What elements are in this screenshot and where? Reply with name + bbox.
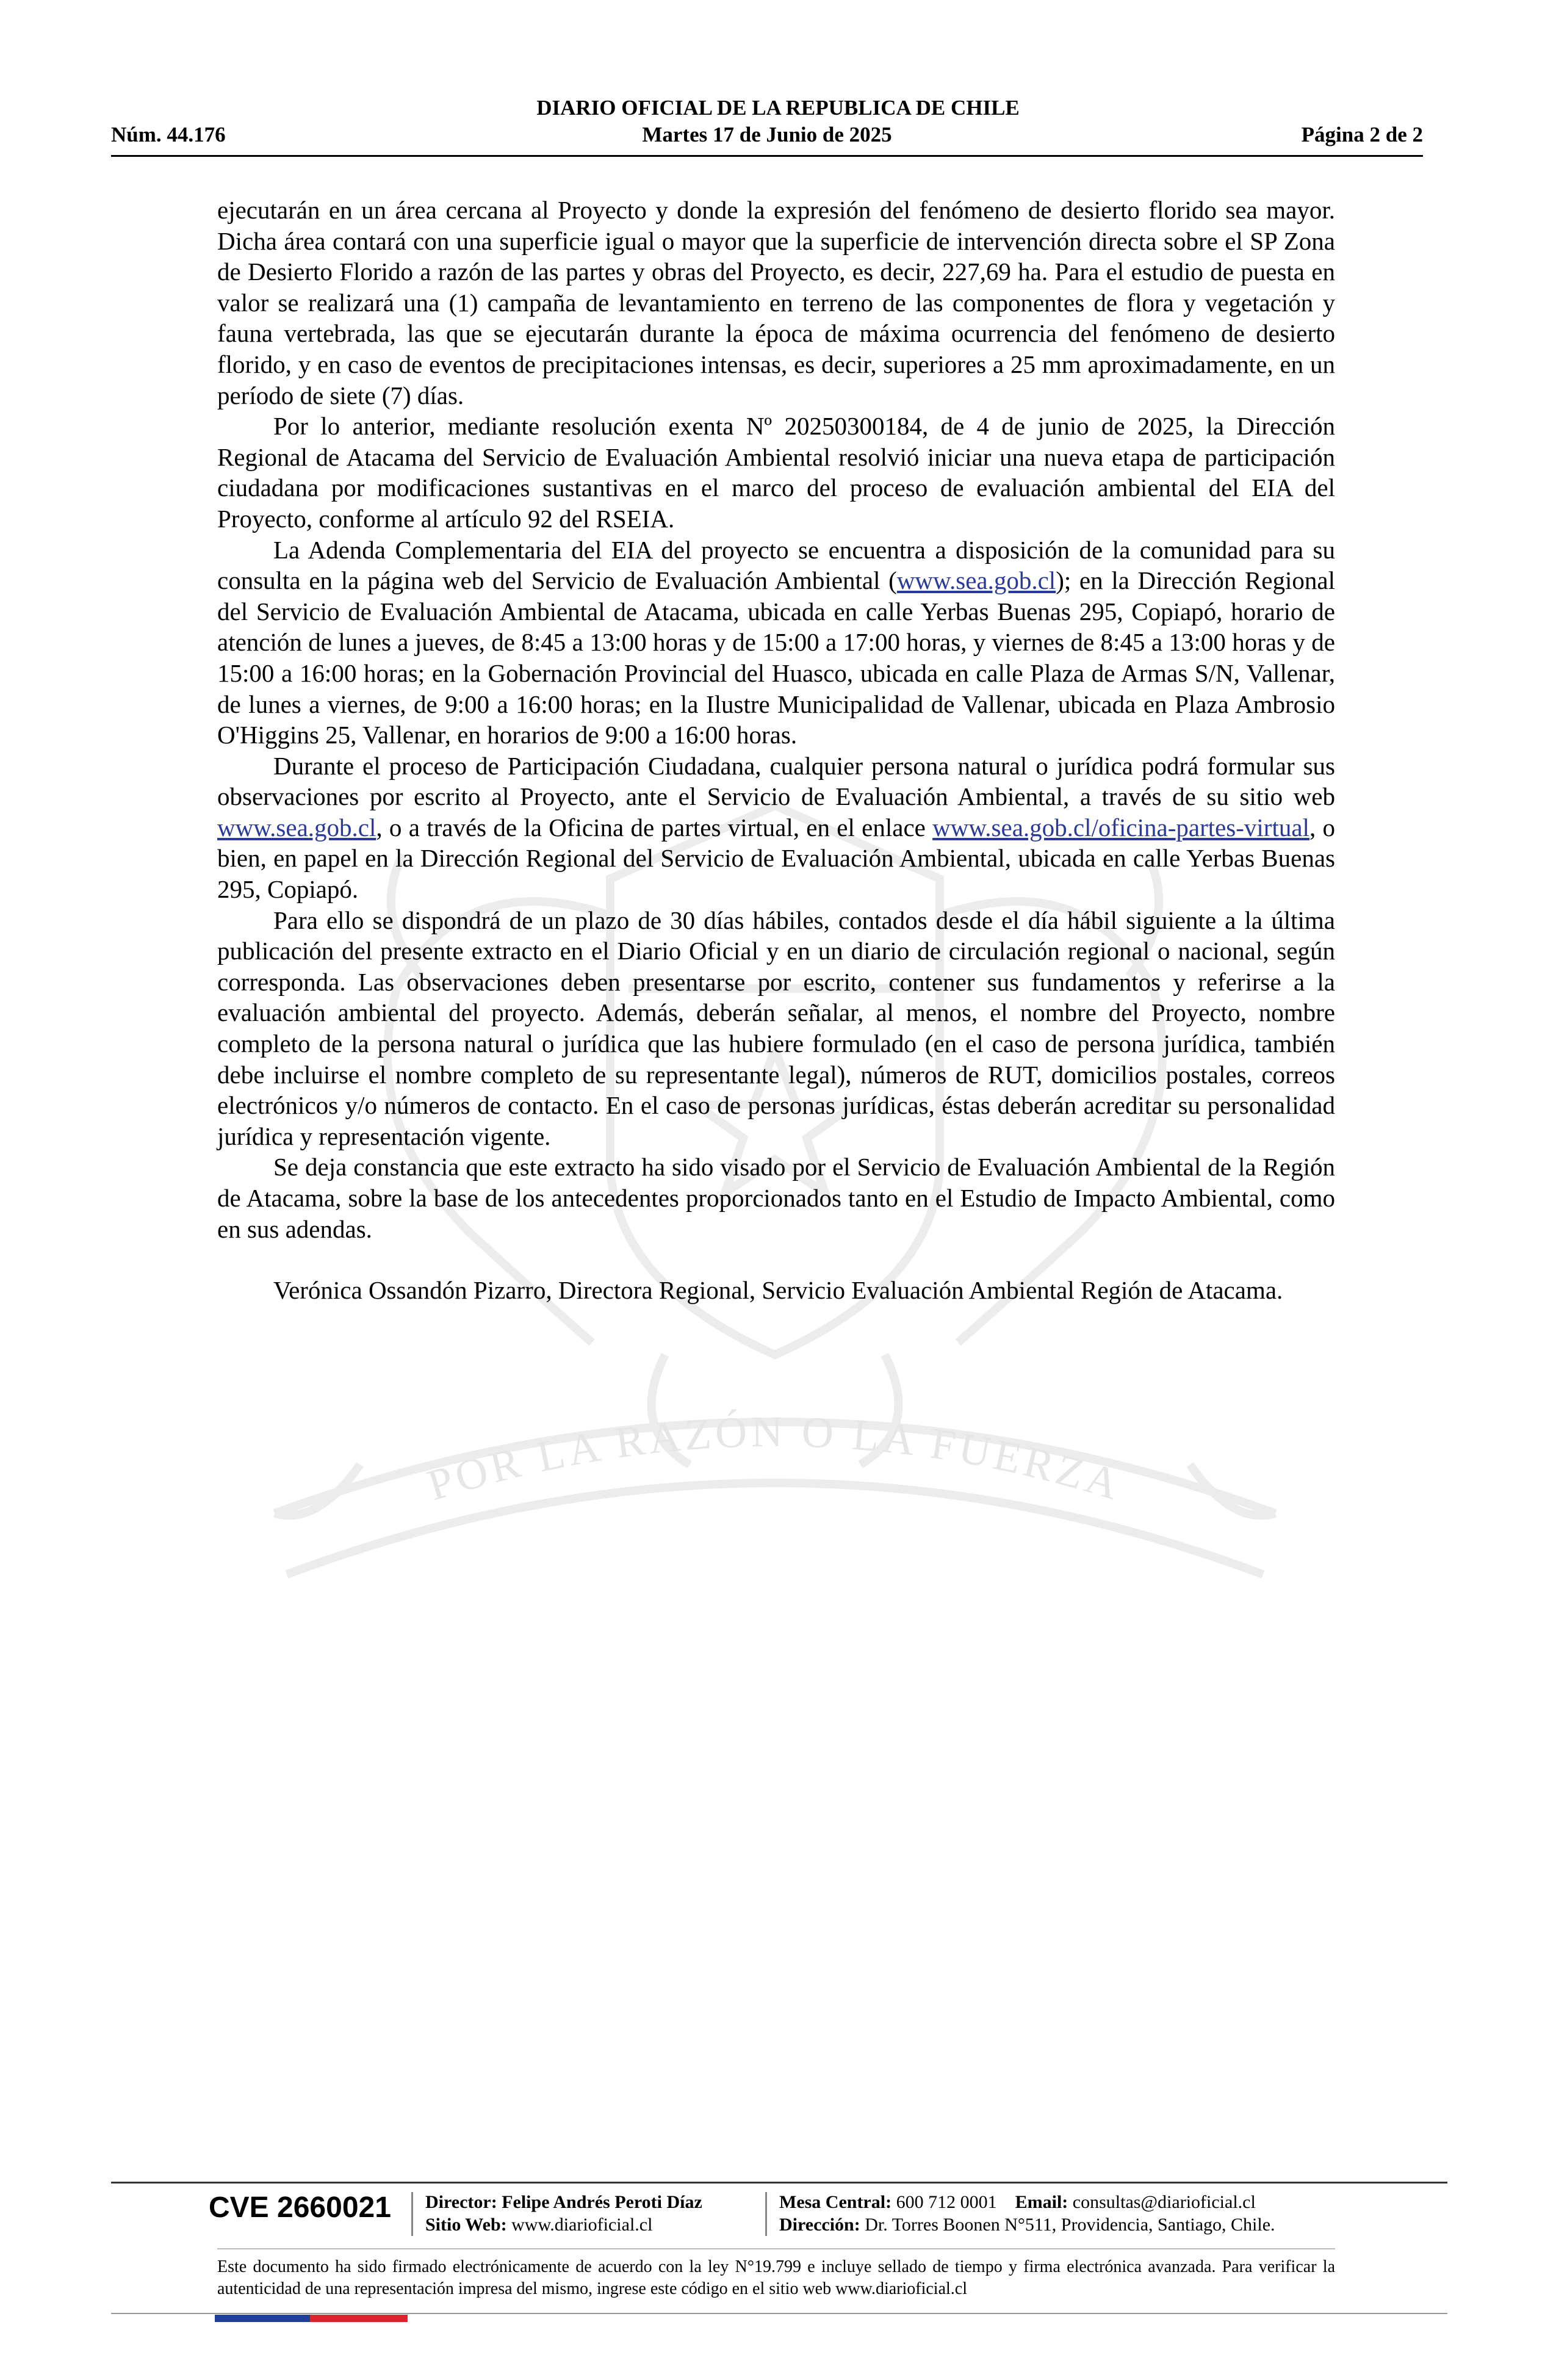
issue-number: Núm. 44.176 [111,123,226,146]
site-label: Sitio Web: [425,2215,507,2235]
footer-separator-1 [411,2192,413,2236]
phone-value: 600 712 0001 [896,2192,997,2212]
newspaper-title: DIARIO OFICIAL DE LA REPUBLICA DE CHILE [536,96,1020,120]
electronic-signature-notice: Este documento ha sido firmado electrónicamente de acuerdo con la ley N°19.799 e incluye sellado de tiempo y firma electrónica avanzada. Para verificar la autenticidad de una representación impresa del mismo, ingrese este código en el sitio web www.diarioficial.cl [217,2257,1335,2298]
footer-bottom-divider [111,2313,1447,2314]
flag-stripe-red [310,2315,408,2322]
watermark-motto: POR LA RAZÓN O LA FUERZA [422,1407,1128,1510]
footer-top-divider [111,2182,1447,2183]
signature-line: Verónica Ossandón Pizarro, Directora Regional, Servicio Evaluación Ambiental Región de Atacama. [273,1276,1283,1305]
paragraph-4-text-a: Durante el proceso de Participación Ciudadana, cualquier persona natural o jurídica podrá formular sus observaciones por escrito al Proyecto, ante el Servicio de Evaluación Ambiental, a través de su sitio web [217,751,1335,811]
footer-contact-block [779,2191,1275,2236]
header-divider [111,155,1423,157]
cve-code: CVE 2660021 [209,2191,391,2224]
flag-stripe-blue [215,2315,310,2322]
phone-label: Mesa Central: [779,2192,892,2212]
address-label: Dirección: [779,2215,860,2235]
email-value[interactable]: consultas@diarioficial.cl [1072,2192,1256,2212]
paragraph-4 [217,751,1335,905]
sea-website-link[interactable]: www.sea.gob.cl [896,566,1056,595]
director-name: Felipe Andrés Peroti Díaz [502,2192,702,2212]
footer-director-block [425,2191,702,2236]
paragraph-3 [217,535,1335,751]
paragraph-2: Por lo anterior, mediante resolución exenta Nº 20250300184, de 4 de junio de 2025, la Dirección Regional de Atacama del Servicio de Evaluación Ambiental resolvió iniciar una nueva etapa de participación ciudadana por modificaciones sustantivas en el marco del proceso de evaluación ambiental del EIA del Proyecto, conforme al artículo 92 del RSEIA. [217,412,1335,533]
director-label: Director: [425,2192,497,2212]
issue-date: Martes 17 de Junio de 2025 [642,123,892,146]
address-value: Dr. Torres Boonen N°511, Providencia, Santiago, Chile. [865,2215,1275,2235]
footer-separator-2 [765,2192,767,2236]
paragraph-5: Para ello se dispondrá de un plazo de 30 días hábiles, contados desde el día hábil siguiente a la última publicación del presente extracto en el Diario Oficial y en un diario de circulación regional o nacional, según corresponda. Las observaciones deben presentarse por escrito, contener sus fundamentos y referirse a la evaluación ambiental del proyecto. Además, deberán señalar, al menos, el nombre del Proyecto, nombre completo de la persona natural o jurídica que las hubiere formulado (en el caso de persona jurídica, también debe incluirse el nombre completo de su representante legal), números de RUT, domicilios postales, correos electrónicos y/o números de contacto. En el caso de personas jurídicas, éstas deberán acreditar su personalidad jurídica y representación vigente. [217,906,1335,1150]
paragraph-3-text-b: ); en la Dirección Regional del Servicio de Evaluación Ambiental de Atacama, ubicada en calle Yerbas Buenas 295, Copiapó, horario de atención de lunes a jueves, de 8:45 a 13:00 horas y de 15:00 a 17:00 horas, y viernes de 8:45 a 13:00 horas y de 15:00 a 16:00 horas; en la Gobernación Provincial del Huasco, ubicada en calle Plaza de Armas S/N, Vallenar, de lunes a viernes, de 9:00 a 16:00 horas; en la Ilustre Municipalidad de Vallenar, ubicada en Plaza Ambrosio O'Higgins 25, Vallenar, en horarios de 9:00 a 16:00 horas. [217,566,1335,749]
paragraph-3-text-a: La Adenda Complementaria del EIA del proyecto se encuentra a disposición de la comunidad para su consulta en la página web del Servicio de Evaluación Ambiental ( [217,535,1335,595]
document-body [217,195,1335,1306]
paragraph-6: Se deja constancia que este extracto ha sido visado por el Servicio de Evaluación Ambiental de la Región de Atacama, sobre la base de los antecedentes proporcionados tanto en el Estudio de Impacto Ambiental, como en sus adendas. [217,1153,1335,1243]
header-row [111,122,1423,148]
paragraph-4-text-c: , o bien, en papel en la Dirección Regional del Servicio de Evaluación Ambiental, ubicada en calle Yerbas Buenas 295, Copiapó. [217,813,1336,904]
site-value[interactable]: www.diarioficial.cl [511,2215,653,2235]
paragraph-1: ejecutarán en un área cercana al Proyecto y donde la expresión del fenómeno de desierto florido sea mayor. Dicha área contará con una superficie igual o mayor que la superficie de intervención directa sobre el SP Zona de Desierto Florido a razón de las partes y obras del Proyecto, es decir, 227,69 ha. Para el estudio de puesta en valor se realizará una (1) campaña de levantamiento en terreno de las componentes de flora y vegetación y fauna vertebrada, las que se ejecutarán durante la época de máxima ocurrencia del fenómeno de desierto florido, y en caso de eventos de precipitaciones intensas, es decir, superiores a 25 mm aproximadamente, en un período de siete (7) días. [217,196,1335,409]
virtual-office-link[interactable]: www.sea.gob.cl/oficina-partes-virtual [932,813,1309,842]
email-label: Email: [1015,2192,1068,2212]
sea-website-link-2[interactable]: www.sea.gob.cl [217,813,376,842]
footer-inner-divider [217,2248,1335,2249]
page-number: Página 2 de 2 [1301,123,1423,146]
paragraph-4-text-b: , o a través de la Oficina de partes virtual, en el enlace [376,813,933,842]
